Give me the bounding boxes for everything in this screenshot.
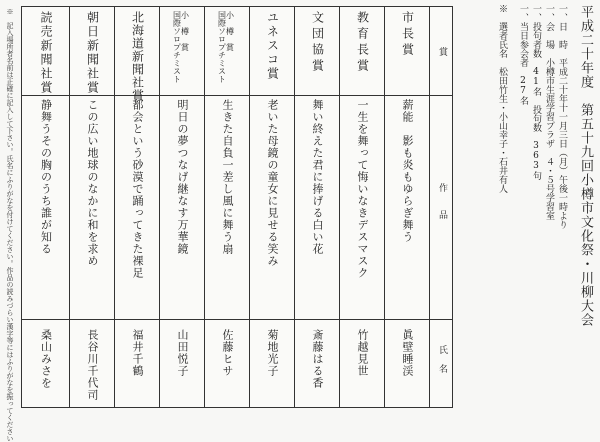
author-name: 長谷川千代司 bbox=[86, 329, 99, 401]
info-line-attendees: 一、当日参会者 27名 bbox=[518, 4, 528, 105]
info-line-date: 一、日 時 平成二十年十一月三日（月）午後一時より bbox=[557, 4, 567, 229]
document-title: 平成二十年度 第五十九回小樽市文化祭・川柳大会 bbox=[578, 5, 593, 327]
result-row bbox=[21, 7, 70, 407]
author-name: 竹越見世 bbox=[356, 329, 369, 377]
poem-text: 老いた母鏡の童女に見せる笑み bbox=[266, 99, 279, 267]
result-row bbox=[159, 7, 205, 407]
result-row bbox=[339, 7, 385, 407]
footnote: ※ 記入場所者名前は正確に記入して下さい。氏名にふりがなを付けてください。作品の読みづらい漢字等にはふりがなを振ってください bbox=[6, 8, 14, 442]
award-name: 文団協賞 bbox=[310, 11, 325, 75]
poem-text: 薪能 影も炎もゆらぎ舞う bbox=[401, 99, 414, 243]
award-name: ユネスコ賞 bbox=[265, 11, 280, 81]
result-row bbox=[384, 7, 430, 407]
award-name-line1: 国際ソロプチミスト bbox=[172, 11, 182, 83]
author-name: 眞壁睡渓 bbox=[401, 329, 414, 377]
result-row bbox=[114, 7, 160, 407]
author-name: 桑山みさを bbox=[39, 329, 53, 389]
result-row bbox=[69, 7, 115, 407]
poem-text: 明日の夢つなげ継なす万華鏡 bbox=[176, 99, 189, 255]
author-name: 菊地光子 bbox=[266, 329, 279, 377]
award-name: 北海道新聞社賞 bbox=[130, 11, 145, 102]
info-line-venue: 一、会 場 小樽市生涯学習プラザ ４・５号学習室 bbox=[544, 4, 554, 220]
info-line-counts: 一、投句者数 41名 投句数 363句 bbox=[531, 4, 541, 180]
poem-text: 静舞うその胸のうち誰が知る bbox=[39, 99, 53, 255]
header-poem: 作品 bbox=[437, 183, 447, 237]
result-row bbox=[294, 7, 340, 407]
award-name: 市長賞 bbox=[400, 11, 415, 59]
award-name: 教育長賞 bbox=[355, 11, 370, 75]
poem-text: 生きた自負一差し風に舞う扇 bbox=[221, 99, 234, 255]
info-line-judges: ※ 選者氏名 松田竹生・小山幸子・石井有人 bbox=[497, 4, 507, 193]
author-name: 福井千鶴 bbox=[131, 329, 144, 377]
award-name: 朝日新聞社賞 bbox=[85, 11, 100, 95]
poem-text: 一生を舞って悔いなきデスマスク bbox=[356, 99, 369, 279]
result-row bbox=[204, 7, 250, 407]
header-award: 賞 bbox=[437, 47, 447, 56]
poem-text: 都会という砂漠で踊ってきた裸足 bbox=[131, 99, 144, 279]
award-name-line2: 小 樽 賞 bbox=[180, 11, 190, 51]
award-name: 読売新聞社賞 bbox=[39, 11, 53, 95]
award-name-line1: 国際ソロプチミスト bbox=[217, 11, 227, 83]
result-row bbox=[249, 7, 295, 407]
author-name: 斎藤はる香 bbox=[311, 329, 324, 389]
results-table bbox=[21, 6, 453, 408]
poem-text: 舞い終えた君に捧げる白い花 bbox=[311, 99, 324, 255]
author-name: 佐藤ヒサ bbox=[221, 329, 234, 377]
event-info bbox=[495, 4, 568, 229]
award-name-line2: 小 樽 賞 bbox=[225, 11, 235, 51]
author-name: 山田悦子 bbox=[176, 329, 189, 377]
header-author: 氏名 bbox=[437, 345, 447, 383]
poem-text: この広い地球のなかに和を求め bbox=[86, 99, 99, 267]
header-column bbox=[429, 7, 452, 407]
